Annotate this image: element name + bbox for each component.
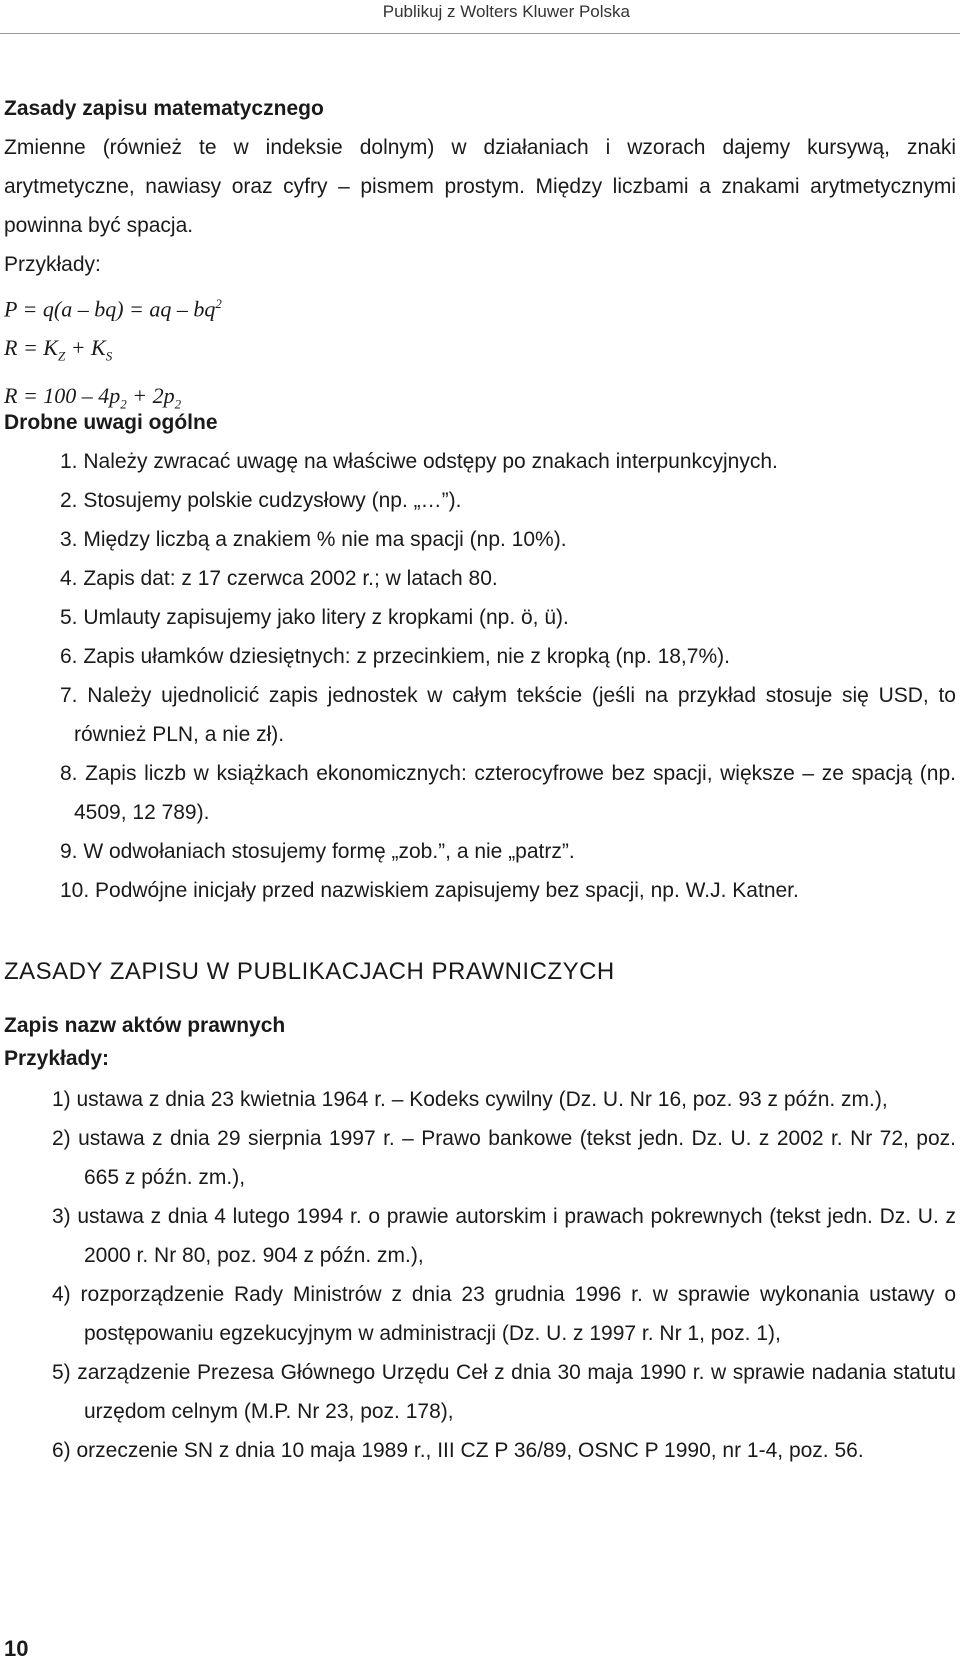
list-item: 1) ustawa z dnia 23 kwietnia 1964 r. – Kodeks cywilny (Dz. U. Nr 16, poz. 93 z późn. zm.), — [52, 1088, 888, 1111]
list-item: 9. W odwołaniach stosujemy formę „zob.”, a nie „patrz”. — [60, 840, 575, 863]
formula-1: P = q(a – bq) = aq – $bq^2$ — [4, 296, 222, 322]
page-number: 10 — [4, 1636, 29, 1661]
formula-2: $R = K_Z + K_S$ — [4, 335, 113, 364]
running-header — [0, 0, 960, 28]
notes-section — [4, 406, 956, 910]
math-section — [4, 92, 956, 423]
list-item: 7. Należy ujednolicić zapis jednostek w całym tekście (jeśli na przykład stosuje się USD, to również PLN, a nie zł). — [60, 684, 956, 746]
math-body: Zmienne (również te w indeksie dolnym) w działaniach i wzorach dajemy kursywą, znaki arytmetyczne, nawiasy oraz cyfry – pismem prostym. Między liczbami a znakami arytmetycznymi powinna być spacja. — [4, 136, 956, 237]
legal-examples-label: Przykłady: — [4, 1047, 110, 1070]
list-item: 10. Podwójne inicjały przed nazwiskiem zapisujemy bez spacji, np. W.J. Katner. — [60, 879, 799, 902]
math-heading: Zasady zapisu matematycznego — [4, 97, 324, 120]
section-title: ZASADY ZAPISU W PUBLIKACJACH PRAWNICZYCH — [4, 958, 615, 985]
list-item: 2. Stosujemy polskie cudzysłowy (np. „…”). — [60, 489, 462, 512]
list-item: 6) orzeczenie SN z dnia 10 maja 1989 r., III CZ P 36/89, OSNC P 1990, nr 1-4, poz. 56. — [52, 1439, 864, 1462]
list-item: 3) ustawa z dnia 4 lutego 1994 r. o prawie autorskim i prawach pokrewnych (tekst jedn. Dz. U. z 2000 r. Nr 80, poz. 904 z późn. zm.), — [52, 1205, 956, 1267]
legal-subheading: Zapis nazw aktów prawnych — [4, 1014, 286, 1037]
list-item: 4. Zapis dat: z 17 czerwca 2002 r.; w latach 80. — [60, 567, 498, 590]
list-item: 2) ustawa z dnia 29 sierpnia 1997 r. – Prawo bankowe (tekst jedn. Dz. U. z 2002 r. Nr 72, poz. 665 z późn. zm.), — [52, 1127, 956, 1189]
header-text: Publikuj z Wolters Kluwer Polska — [382, 2, 630, 21]
acts-list — [4, 1080, 956, 1470]
list-item: 5) zarządzenie Prezesa Głównego Urzędu Ceł z dnia 30 maja 1990 r. w sprawie nadania statutu urzędom celnym (M.P. Nr 23, poz. 178), — [52, 1361, 956, 1423]
header-rule — [0, 33, 960, 34]
list-item: 4) rozporządzenie Rady Ministrów z dnia 23 grudnia 1996 r. w sprawie wykonania ustawy o postępowaniu egzekucyjnym w administracji (Dz. U. z 1997 r. Nr 1, poz. 1), — [52, 1283, 956, 1345]
list-item: 3. Między liczbą a znakiem % nie ma spacji (np. 10%). — [60, 528, 567, 551]
formula-3: $R = 100 - 4p_2 + 2p_2$ — [4, 382, 182, 412]
list-item: 5. Umlauty zapisujemy jako litery z kropkami (np. ö, ü). — [60, 606, 569, 629]
legal-section — [4, 958, 956, 1470]
list-item: 6. Zapis ułamków dziesiętnych: z przecinkiem, nie z kropką (np. 18,7%). — [60, 645, 730, 668]
notes-list — [4, 442, 956, 910]
examples-label: Przykłady: — [4, 253, 101, 276]
list-item: 1. Należy zwracać uwagę na właściwe odstępy po znakach interpunkcyjnych. — [60, 450, 778, 473]
list-item: 8. Zapis liczb w książkach ekonomicznych: czterocyfrowe bez spacji, większe – ze spacją (np. 4509, 12 789). — [60, 762, 956, 824]
notes-heading: Drobne uwagi ogólne — [4, 411, 218, 434]
